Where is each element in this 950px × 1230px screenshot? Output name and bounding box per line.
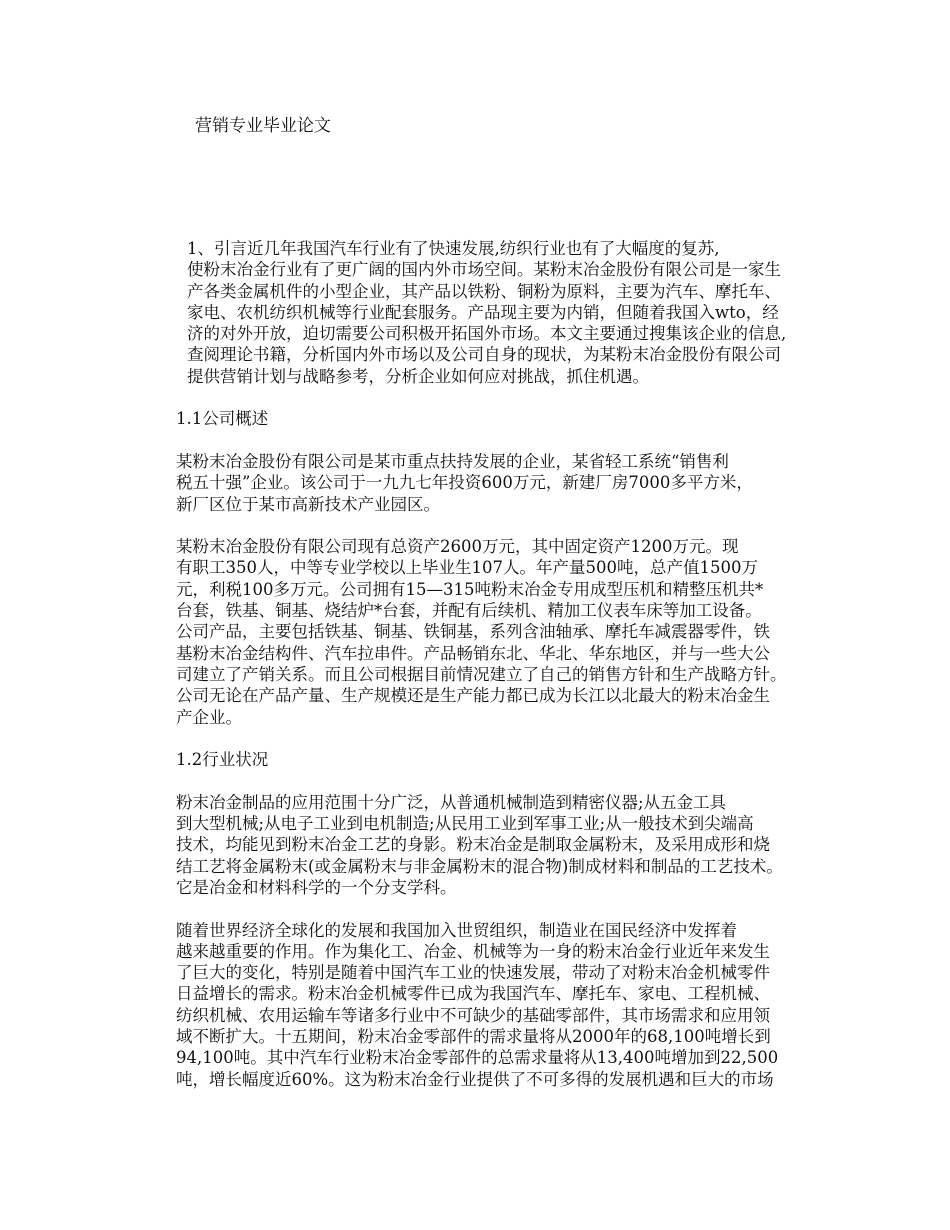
text-line: 它是冶金和材料科学的一个分支学科。 — [176, 877, 457, 897]
text-line: 日益增长的需求。粉末冶金机械零件已成为我国汽车、摩托车、家电、工程机械、 — [176, 984, 770, 1004]
text-line: 元，利税100多万元。公司拥有15—315吨粉末冶金专用成型压机和精整压机共* — [176, 579, 764, 599]
text-line: 粉末冶金制品的应用范围十分广泛，从普通机械制造到精密仪器;从五金工具 — [176, 792, 727, 812]
text-line: 域不断扩大。十五期间，粉末冶金零部件的需求量将从2000年的68,100吨增长到 — [176, 1026, 771, 1046]
section-heading-industry-status: 1.2行业状况 — [176, 750, 269, 770]
text-line: 提供营销计划与战略参考，分析企业如何应对挑战，抓住机遇。 — [187, 366, 649, 386]
text-line: 家电、农机纺织机械等行业配套服务。产品现主要为内销，但随着我国入wto，经 — [187, 302, 779, 322]
section-heading-company-overview: 1.1公司概述 — [176, 409, 269, 429]
text-line: 吨，增长幅度近60%。这为粉末冶金行业提供了不可多得的发展机遇和巨大的市场 — [176, 1069, 774, 1089]
text-line: 济的对外开放，迫切需要公司积极开拓国外市场。本文主要通过搜集该企业的信息, — [187, 324, 787, 344]
text-line: 94,100吨。其中汽车行业粉末冶金零部件的总需求量将从13,400吨增加到22,500 — [176, 1048, 779, 1068]
document-body — [143, 238, 809, 1111]
company-overview-paragraph-1 — [143, 451, 809, 515]
text-line: 台套，铁基、铜基、烧结炉*台套，并配有后续机、精加工仪表车床等加工设备。 — [176, 601, 762, 621]
text-line: 有职工350人，中等专业学校以上毕业生107人。年产量500吨，总产值1500万 — [176, 558, 758, 578]
intro-paragraph — [143, 238, 809, 387]
text-line: 基粉末冶金结构件、汽车拉串件。产品畅销东北、华北、华东地区，并与一些大公 — [176, 643, 770, 663]
text-line: 到大型机械;从电子工业到电机制造;从民用工业到军事工业;从一般技术到尖端高 — [176, 814, 754, 834]
text-line: 公司无论在产品产量、生产规模还是生产能力都已成为长江以北最大的粉末冶金生 — [176, 686, 770, 706]
text-line: 使粉末冶金行业有了更广阔的国内外市场空间。某粉末冶金股份有限公司是一家生 — [187, 260, 781, 280]
text-line: 产企业。 — [176, 707, 242, 727]
text-line: 产各类金属机件的小型企业，其产品以铁粉、铜粉为原料，主要为汽车、摩托车、 — [187, 281, 781, 301]
company-overview-paragraph-2 — [143, 536, 809, 728]
text-line: 税五十强”企业。该公司于一九九七年投资600万元，新建厂房7000多平方米， — [176, 473, 753, 493]
text-line: 查阅理论书籍，分析国内外市场以及公司自身的现状，为某粉末冶金股份有限公司 — [187, 345, 781, 365]
text-line: 司建立了产销关系。而且公司根据目前情况建立了自己的销售方针和生产战略方针。 — [176, 664, 787, 684]
text-line: 纺织机械、农用运输车等诸多行业中不可缺少的基础零部件，其市场需求和应用领 — [176, 1005, 770, 1025]
text-line: 技术，均能见到粉末冶金工艺的身影。粉末冶金是制取金属粉末，及采用成形和烧 — [176, 835, 770, 855]
text-line: 结工艺将金属粉末(或金属粉末与非金属粉末的混合物)制成材料和制品的工艺技术。 — [176, 856, 783, 876]
text-line: 某粉末冶金股份有限公司现有总资产2600万元，其中固定资产1200万元。现 — [176, 537, 739, 557]
text-line: 公司产品，主要包括铁基、铜基、铁铜基，系列含油轴承、摩托车减震器零件，铁 — [176, 622, 770, 642]
text-line: 随着世界经济全球化的发展和我国加入世贸组织，制造业在国民经济中发挥着 — [176, 920, 737, 940]
text-line: 越来越重要的作用。作为集化工、冶金、机械等为一身的粉末冶金行业近年来发生 — [176, 941, 770, 961]
text-line: 某粉末冶金股份有限公司是某市重点扶持发展的企业，某省轻工系统“销售利 — [176, 451, 729, 471]
industry-status-paragraph-2 — [143, 920, 809, 1090]
industry-status-paragraph-1 — [143, 792, 809, 898]
text-line: 了巨大的变化，特别是随着中国汽车工业的快速发展，带动了对粉末冶金机械零件 — [176, 963, 770, 983]
document-header: 营销专业毕业论文 — [195, 116, 331, 136]
text-line: 1、引言近几年我国汽车行业有了快速发展,纺织行业也有了大幅度的复苏, — [187, 239, 720, 258]
text-line: 新厂区位于某市高新技术产业园区。 — [176, 494, 440, 514]
